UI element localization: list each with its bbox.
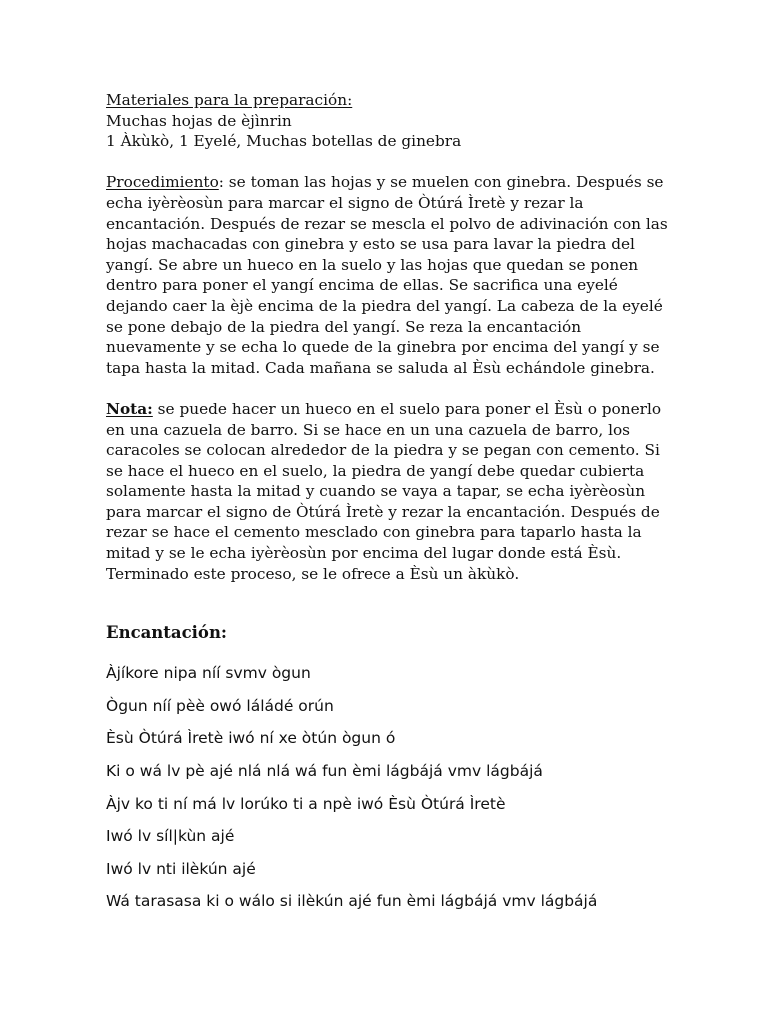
materials-line-2: 1 Àkùkò, 1 Eyelé, Muchas botellas de ginebra	[106, 132, 462, 151]
document-page	[106, 90, 668, 924]
procedure-text: : se toman las hojas y se muelen con ginebra. Después se echa iyèrèosùn para marcar el signo de Òtúrá Ìretè y rezar la encantación. Después de rezar se mescla el polvo de adivinación con las hojas machacadas con ginebra y esto se usa para lavar la piedra del yangí. Se abre un hueco en la suelo y las hojas que quedan se ponen dentro para poner el yangí encima de ellas. Se sacrifica una eyelé dejando caer la èjè encima de la piedra del yangí. La cabeza de la eyelé se pone debajo de la piedra del yangí. Se reza la encantación nuevamente y se echa lo quede de la ginebra por encima del yangí y se tapa hasta la mitad. Cada mañana se saluda al Èsù echándole ginebra.	[106, 173, 668, 377]
verse-line: Iwó lv nti ilèkún ajé	[106, 859, 256, 878]
materials-section	[106, 90, 668, 152]
verse-line: Àjíkore nipa níí svmv ògun	[106, 664, 311, 683]
verse-line: Wá tarasasa ki o wálo si ilèkún ajé fun èmi lágbájá vmv lágbájá	[106, 892, 598, 911]
note-label: Nota:	[106, 399, 153, 418]
verse-line: Ògun níí pèè owó láládé orún	[106, 696, 334, 715]
verse-line: Iwó lv síl|kùn ajé	[106, 827, 235, 846]
procedure-label: Procedimiento	[106, 173, 219, 192]
incantation-verses	[106, 663, 668, 911]
verse-line: Ki o wá lv pè ajé nlá nlá wá fun èmi lágbájá vmv lágbájá	[106, 762, 543, 781]
procedure-paragraph	[106, 172, 668, 378]
incantation-heading: Encantación:	[106, 623, 228, 643]
verse-line: Àjv ko ti ní má lv lorúko ti a npè iwó Èsù Òtúrá Ìretè	[106, 794, 506, 813]
materials-line-1: Muchas hojas de èjìnrin	[106, 111, 292, 130]
note-text: se puede hacer un hueco en el suelo para poner el Èsù o ponerlo en una cazuela de barro. Si se hace en un una cazuela de barro, los caracoles se colocan alrededor de la piedra y se pegan con cemento. Si se hace el hueco en el suelo, la piedra de yangí debe quedar cubierta solamente hasta la mitad y cuando se vaya a tapar, se echa iyèrèosùn para marcar el signo de Òtúrá Ìretè y rezar la encantación. Después de rezar se hace el cemento mesclado con ginebra para taparlo hasta la mitad y se le echa iyèrèosùn por encima del lugar donde está Èsù. Terminado este proceso, se le ofrece a Èsù un àkùkò.	[106, 399, 662, 583]
verse-line: Èsù Òtúrá Ìretè iwó ní xe òtún ògun ó	[106, 729, 396, 748]
note-paragraph	[106, 399, 668, 584]
materials-heading: Materiales para la preparación:	[106, 91, 353, 109]
